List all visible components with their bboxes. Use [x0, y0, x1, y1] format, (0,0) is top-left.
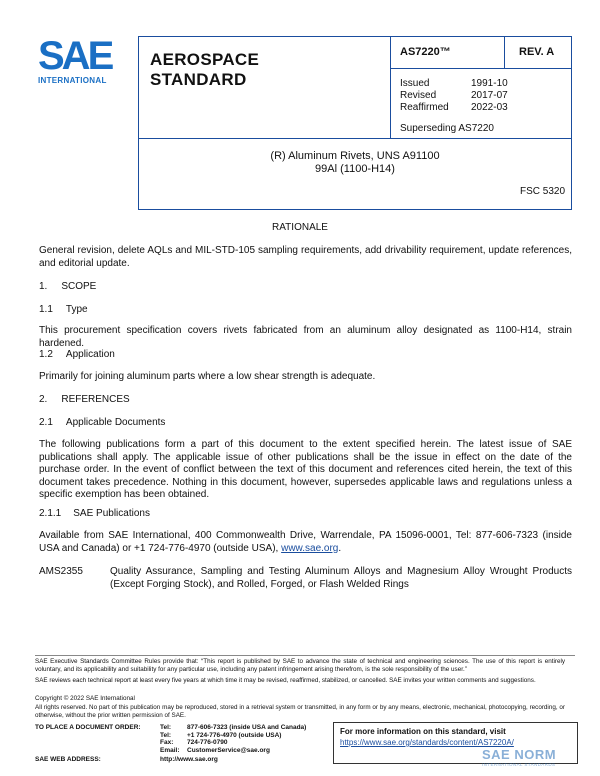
order-contacts [160, 724, 340, 754]
web-label: SAE WEB ADDRESS: [35, 756, 101, 763]
logo-letters: SAE [38, 34, 112, 78]
rationale-text: General revision, delete AQLs and MIL-STD-105 sampling requirements, add drivability requirement, update references, and editorial update. [39, 245, 572, 269]
section-1-1-heading [39, 304, 88, 316]
footer-copyright: Copyright © 2022 SAE International [35, 695, 135, 702]
reaffirmed-label: Reaffirmed [400, 102, 449, 113]
footer-disclaimer: SAE Executive Standards Committee Rules provide that: “This report is published by SAE to advance the state of technical and engineering sciences. The use of this report is entirely voluntary, and its applicability and suitability for any particular use, including any patent infringement arising therefrom, is the sole responsibility of the user.” [35, 658, 565, 673]
section-number: 1.1 [39, 304, 53, 315]
footer-rights: All rights reserved. No part of this publication may be reproduced, stored in a retrieval system or transmitted, in any form or by any means, electronic, mechanical, photocopying, recording, or otherwise, without the prior written permission of SAE. [35, 704, 565, 719]
header-divider-v1 [390, 36, 391, 138]
standard-type [150, 50, 259, 90]
section-title: REFERENCES [61, 394, 130, 405]
tel2-value: +1 724-776-4970 (outside USA) [187, 731, 282, 739]
section-number: 1. [39, 281, 48, 292]
standard-type-line1: AEROSPACE [150, 50, 260, 69]
sae-logo [38, 36, 120, 86]
logo-subtitle: INTERNATIONAL [38, 76, 107, 85]
section-1-1-text: This procurement specification covers rivets fabricated from an aluminum alloy designated as 1100-H14, strain hardened. [39, 325, 572, 349]
revision-label: REV. A [519, 46, 555, 58]
watermark-subtext: INTERNATIONAL STANDARDS [482, 762, 556, 767]
revised-value: 2017-07 [471, 90, 508, 101]
web-value[interactable]: http://www.sae.org [160, 756, 218, 763]
section-2-1-1-heading [39, 508, 150, 520]
sae-website-link[interactable]: www.sae.org [281, 542, 339, 554]
superseding-note: Superseding AS7220 [400, 123, 494, 134]
issued-value: 1991-10 [471, 78, 508, 89]
section-1-2-heading [39, 349, 115, 361]
order-label: TO PLACE A DOCUMENT ORDER: [35, 724, 141, 731]
fax-label: Fax: [160, 739, 174, 746]
section-2-heading [39, 394, 130, 406]
tel-value: 877-606-7323 (inside USA and Canada) [187, 724, 307, 731]
issued-label: Issued [400, 78, 430, 89]
section-number: 1.2 [39, 349, 53, 360]
header-divider-v2 [504, 36, 505, 68]
tel-label: Tel: [160, 724, 172, 731]
title-line1: (R) Aluminum Rivets, UNS A91100 [270, 150, 440, 162]
section-2-1-text: The following publications form a part of this document to the extent specified herein. The latest issue of SAE publications shall apply. The applicable issue of other publications shall be the issue in effect on the date of the purchase order. In the event of conflict between the text of this document and references cited herein, the text of this document takes precedence. Nothing in this document, however, supersedes applicable laws and regulations unless a specific exemption has been obtained. [39, 439, 572, 500]
section-number: 2. [39, 394, 48, 405]
issue-dates [400, 78, 530, 114]
section-number: 2.1 [39, 417, 53, 428]
standard-type-line2: STANDARD [150, 70, 247, 89]
email-label: Email: [160, 746, 180, 754]
section-1-heading [39, 281, 96, 293]
section-title: Type [65, 304, 88, 315]
section-title: SCOPE [61, 281, 97, 292]
header-divider-h1 [390, 68, 572, 69]
watermark-logo [482, 748, 598, 776]
watermark-text: SAE NORM [482, 747, 557, 762]
ams-description: Quality Assurance, Sampling and Testing Aluminum Alloys and Magnesium Alloy Wrought Products (Except Forging Stock), and Rolled, Forged, or Flash Welded Rings [110, 566, 572, 590]
section-1-2-text: Primarily for joining aluminum parts where a low shear strength is adequate. [39, 371, 376, 382]
section-2-1-heading [39, 417, 165, 429]
section-title: SAE Publications [73, 508, 150, 519]
header-divider-h2 [138, 138, 572, 139]
section-2-1-1-text [39, 530, 572, 555]
standard-page-link[interactable]: https://www.sae.org/standards/content/AS7220A/ [340, 738, 514, 747]
tel2-label: Tel: [160, 731, 172, 739]
info-title: For more information on this standard, visit [340, 727, 506, 736]
sae-publications-text: Available from SAE International, 400 Commonwealth Drive, Warrendale, PA 15096-0001, Tel: 877-606-7323 (inside USA and Canada) or +1 724-776-4970 (outside USA), [39, 530, 572, 554]
reaffirmed-value: 2022-03 [471, 102, 508, 113]
document-number: AS7220™ [400, 46, 451, 58]
fax-value: 724-776-0790 [187, 739, 228, 746]
section-title: Application [65, 349, 115, 360]
ams-code: AMS2355 [39, 566, 83, 577]
section-title: Applicable Documents [65, 417, 166, 428]
revised-label: Revised [400, 90, 437, 101]
section-number: 2.1.1 [39, 508, 62, 519]
fsc-code: FSC 5320 [520, 186, 566, 197]
email-value[interactable]: CustomerService@sae.org [187, 746, 270, 754]
period: . [338, 542, 342, 554]
title-line2: 99Al (1100-H14) [315, 163, 395, 175]
footer-review-note: SAE reviews each technical report at least every five years at which time it may be revised, reaffirmed, stabilized, or cancelled. SAE invites your written comments and suggestions. [35, 677, 536, 684]
document-title [138, 150, 572, 176]
rationale-heading: RATIONALE [272, 222, 328, 233]
footer-rule [35, 655, 575, 656]
